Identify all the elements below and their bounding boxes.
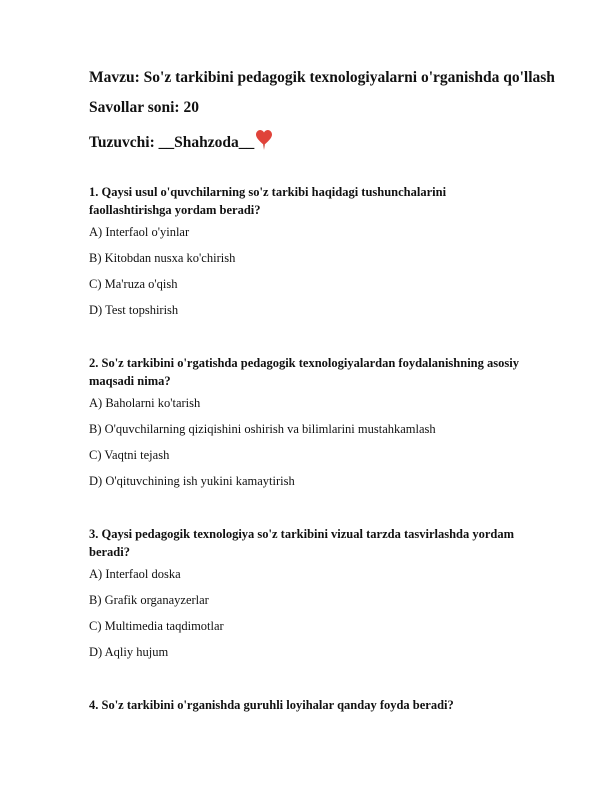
- question-2: [89, 354, 529, 488]
- option-d: D) O'qituvchining ish yukini kamaytirish: [89, 474, 295, 488]
- question-count: Savollar soni: 20: [89, 99, 199, 116]
- question-text: 1. Qaysi usul o'quvchilarning so'z tarkibi haqidagi tushunchalarini faollashtirishga yordam beradi?: [89, 185, 447, 217]
- document-title: Mavzu: So'z tarkibini pedagogik texnologiyalarni o'rganishda qo'llash: [89, 69, 555, 86]
- option-d: D) Aqliy hujum: [89, 645, 169, 659]
- option-a: A) Interfaol o'yinlar: [89, 225, 190, 239]
- option-b: B) O'quvchilarning qiziqishini oshirish va bilimlarini mustahkamlash: [89, 422, 436, 436]
- question-text: 2. So'z tarkibini o'rgatishda pedagogik texnologiyalardan foydalanishning asosiy maqsadi nima?: [89, 356, 519, 388]
- question-4: [89, 696, 529, 714]
- option-b: B) Grafik organayzerlar: [89, 593, 209, 607]
- author-text: Tuzuvchi: __Shahzoda__: [89, 134, 255, 151]
- question-text: 4. So'z tarkibini o'rganishda guruhli loyihalar qanday foyda beradi?: [89, 698, 454, 712]
- question-3: [89, 525, 529, 659]
- option-c: C) Vaqtni tejash: [89, 448, 170, 462]
- option-c: C) Ma'ruza o'qish: [89, 277, 178, 291]
- option-c: C) Multimedia taqdimotlar: [89, 619, 224, 633]
- option-a: A) Interfaol doska: [89, 567, 181, 581]
- heart-icon: [256, 130, 272, 155]
- option-d: D) Test topshirish: [89, 303, 179, 317]
- question-text: 3. Qaysi pedagogik texnologiya so'z tarkibini vizual tarzda tasvirlashda yordam beradi?: [89, 527, 515, 559]
- option-b: B) Kitobdan nusxa ko'chirish: [89, 251, 236, 265]
- author-line: [89, 130, 272, 155]
- question-1: [89, 183, 529, 317]
- option-a: A) Baholarni ko'tarish: [89, 396, 201, 410]
